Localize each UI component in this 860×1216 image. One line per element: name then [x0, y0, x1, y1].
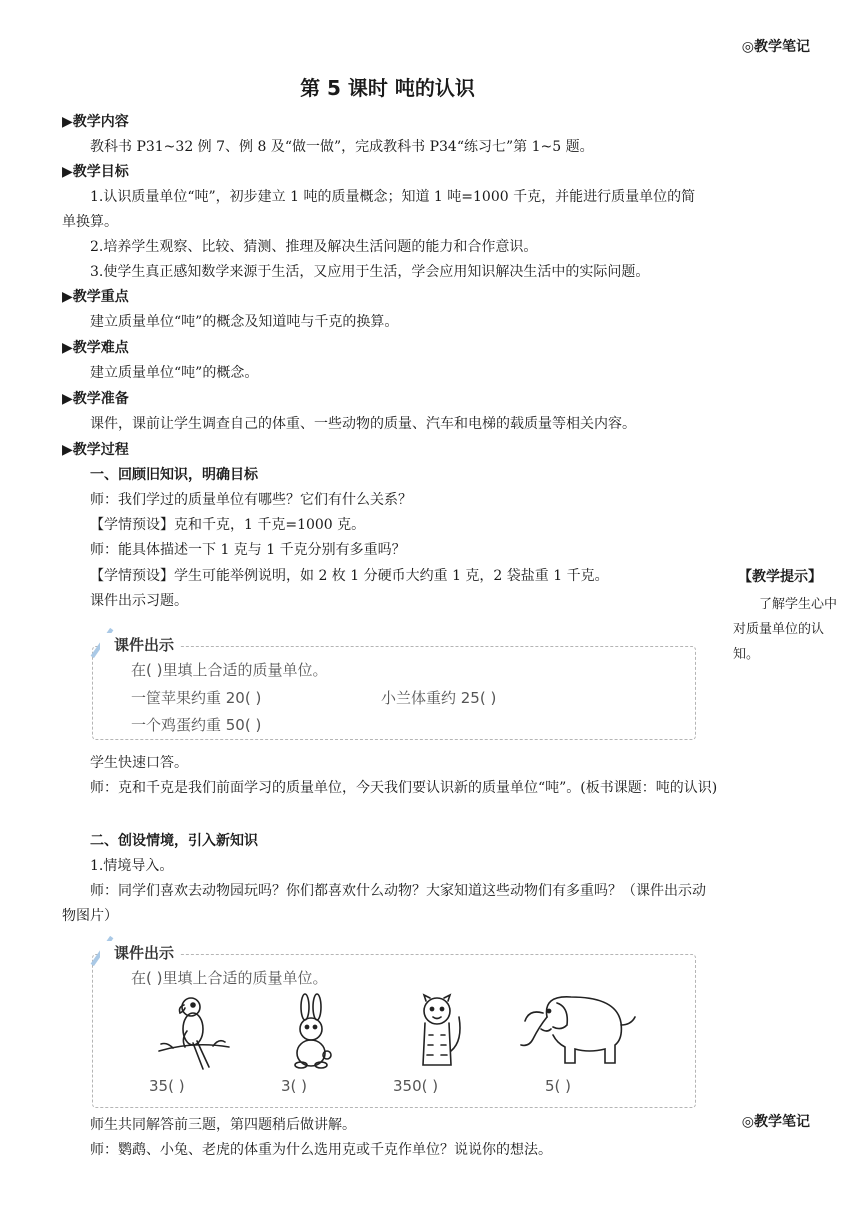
teaching-tip-text: 了解学生心中对质量单位的认知。	[733, 597, 838, 662]
teaching-tip-title: 【教学提示】	[738, 569, 822, 585]
goal-1-line-1: 1.认识质量单位“吨”，初步建立 1 吨的质量概念；知道 1 吨=1000 千克，并能进行质量单位的简	[90, 189, 696, 205]
part1-line-3: 师：能具体描述一下 1 克与 1 千克分别有多重吗？	[90, 542, 406, 558]
parrot-icon	[153, 991, 235, 1073]
part2-line-1: 1.情境导入。	[90, 858, 174, 874]
goal-2: 2.培养学生观察、比较、猜测、推理及解决生活问题的能力和合作意识。	[90, 239, 538, 255]
part2-after-1: 师生共同解答前三题，第四题稍后做讲解。	[90, 1117, 356, 1133]
goal-1-line-2: 单换算。	[62, 214, 118, 230]
teaching-notes-label-bottom: ◎教学笔记	[741, 1114, 810, 1130]
box1-instruction: 在( )里填上合适的质量单位。	[131, 661, 328, 679]
box2-answer-3: 350( )	[393, 1077, 439, 1095]
rabbit-icon	[283, 993, 343, 1073]
box2-instruction: 在( )里填上合适的质量单位。	[131, 969, 328, 987]
key-points-text: 建立质量单位“吨”的概念及知道吨与千克的换算。	[90, 314, 399, 330]
part1-after-2: 师：克和千克是我们前面学习的质量单位，今天我们要认识新的质量单位“吨”。(板书课题：吨的认识)	[90, 780, 718, 796]
part1-line-1: 师：我们学过的质量单位有哪些？它们有什么关系？	[90, 492, 412, 508]
part1-heading: 一、回顾旧知识，明确目标	[90, 467, 258, 483]
content-heading: ▶教学内容	[62, 114, 129, 130]
part2-after-2: 师：鹦鹉、小兔、老虎的体重为什么选用克或千克作单位？说说你的想法。	[90, 1142, 552, 1158]
part2-line-2: 师：同学们喜欢去动物园玩吗？你们都喜欢什么动物？大家知道这些动物们有多重吗？（课件出示动物图片）	[62, 883, 706, 924]
box1-item-3: 一个鸡蛋约重 50( )	[131, 716, 262, 734]
preparation-heading: ▶教学准备	[62, 391, 129, 407]
elephant-icon	[513, 989, 641, 1073]
part1-line-2: 【学情预设】克和千克，1 千克=1000 克。	[90, 517, 366, 533]
courseware-box-1	[92, 646, 696, 740]
box2-answer-4: 5( )	[545, 1077, 572, 1095]
difficulties-heading: ▶教学难点	[62, 340, 129, 356]
part1-line-4: 【学情预设】学生可能举例说明，如 2 枚 1 分硬币大约重 1 克，2 袋盐重 1 千克。	[90, 568, 609, 584]
tiger-icon	[411, 991, 467, 1073]
difficulties-text: 建立质量单位“吨”的概念。	[90, 365, 259, 381]
key-points-heading: ▶教学重点	[62, 289, 129, 305]
box1-tag: 课件出示	[100, 633, 180, 657]
content-text: 教科书 P31~32 例 7、例 8 及“做一做”，完成教科书 P34“练习七”第 1~5 题。	[90, 139, 594, 155]
box2-tag: 课件出示	[100, 941, 180, 965]
box2-answer-1: 35( )	[149, 1077, 185, 1095]
courseware-box-2	[92, 954, 696, 1108]
box1-item-2: 小兰体重约 25( )	[381, 689, 497, 707]
process-heading: ▶教学过程	[62, 442, 129, 458]
part2-heading: 二、创设情境，引入新知识	[90, 833, 258, 849]
goals-heading: ▶教学目标	[62, 164, 129, 180]
preparation-text: 课件，课前让学生调查自己的体重、一些动物的质量、汽车和电梯的载质量等相关内容。	[90, 416, 636, 432]
part1-after-1: 学生快速口答。	[90, 755, 188, 771]
goal-3: 3.使学生真正感知数学来源于生活，又应用于生活，学会应用知识解决生活中的实际问题。	[90, 264, 650, 280]
page-title: 第 5 课时 吨的认识	[300, 76, 475, 100]
part1-line-5: 课件出示习题。	[90, 593, 188, 609]
box2-answer-2: 3( )	[281, 1077, 308, 1095]
box1-item-1: 一筐苹果约重 20( )	[131, 689, 262, 707]
teaching-notes-label: ◎教学笔记	[741, 39, 810, 55]
